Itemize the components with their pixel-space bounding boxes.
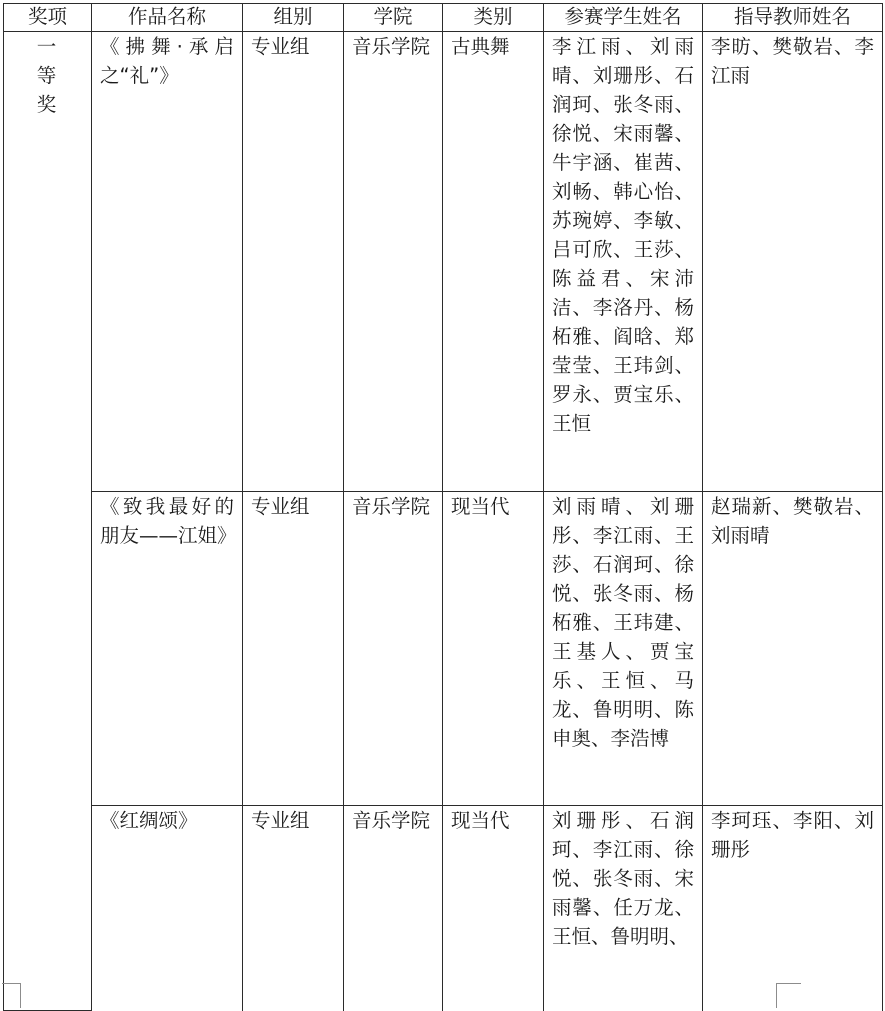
college-cell: 音乐学院 (344, 32, 443, 492)
award-table (3, 3, 883, 1011)
header-category: 类别 (443, 4, 544, 32)
group-cell: 专业组 (243, 32, 344, 492)
header-college: 学院 (344, 4, 443, 32)
prize-cell (4, 32, 92, 1011)
header-work-title: 作品名称 (92, 4, 243, 32)
college-cell: 音乐学院 (344, 806, 443, 1011)
students-cell: 刘珊彤、石润珂、李江雨、徐悦、张冬雨、宋雨馨、任万龙、王恒、鲁明明、 (544, 806, 703, 1011)
teachers-cell: 赵瑞新、樊敬岩、刘雨晴 (703, 492, 883, 806)
page-corner-mark-left (2, 983, 21, 1008)
students-cell: 刘雨晴、刘珊彤、李江雨、王莎、石润珂、徐悦、张冬雨、杨柘雅、王玮建、王基人、贾宝乐、王恒、马龙、鲁明明、陈申奥、李浩博 (544, 492, 703, 806)
teachers-cell: 李昉、樊敬岩、李江雨 (703, 32, 883, 492)
group-cell: 专业组 (243, 492, 344, 806)
category-cell: 现当代 (443, 492, 544, 806)
college-cell: 音乐学院 (344, 492, 443, 806)
students-cell: 李江雨、刘雨晴、刘珊彤、石润珂、张冬雨、徐悦、宋雨馨、牛宇涵、崔茜、刘畅、韩心怡、苏琬婷、李敏、吕可欣、王莎、陈益君、宋沛洁、李洛丹、杨柘雅、阎晗、郑莹莹、王玮剑、罗永、贾宝乐、王恒 (544, 32, 703, 492)
teachers-cell: 李珂珏、李阳、刘珊彤 (703, 806, 883, 1011)
group-cell: 专业组 (243, 806, 344, 1011)
table-row (4, 806, 883, 1011)
table-row (4, 32, 883, 492)
page-corner-mark-right (776, 983, 801, 1008)
category-cell: 古典舞 (443, 32, 544, 492)
header-group: 组别 (243, 4, 344, 32)
table-row (4, 492, 883, 806)
work-title-cell: 《拂舞·承启之“礼”》 (92, 32, 243, 492)
work-title-cell: 《红绸颂》 (92, 806, 243, 1011)
header-prize: 奖项 (4, 4, 92, 32)
category-cell: 现当代 (443, 806, 544, 1011)
header-row (4, 4, 883, 32)
header-students: 参赛学生姓名 (544, 4, 703, 32)
header-teachers: 指导教师姓名 (703, 4, 883, 32)
work-title-cell: 《致我最好的朋友——江姐》 (92, 492, 243, 806)
prize-label: 一等奖 (36, 35, 57, 116)
